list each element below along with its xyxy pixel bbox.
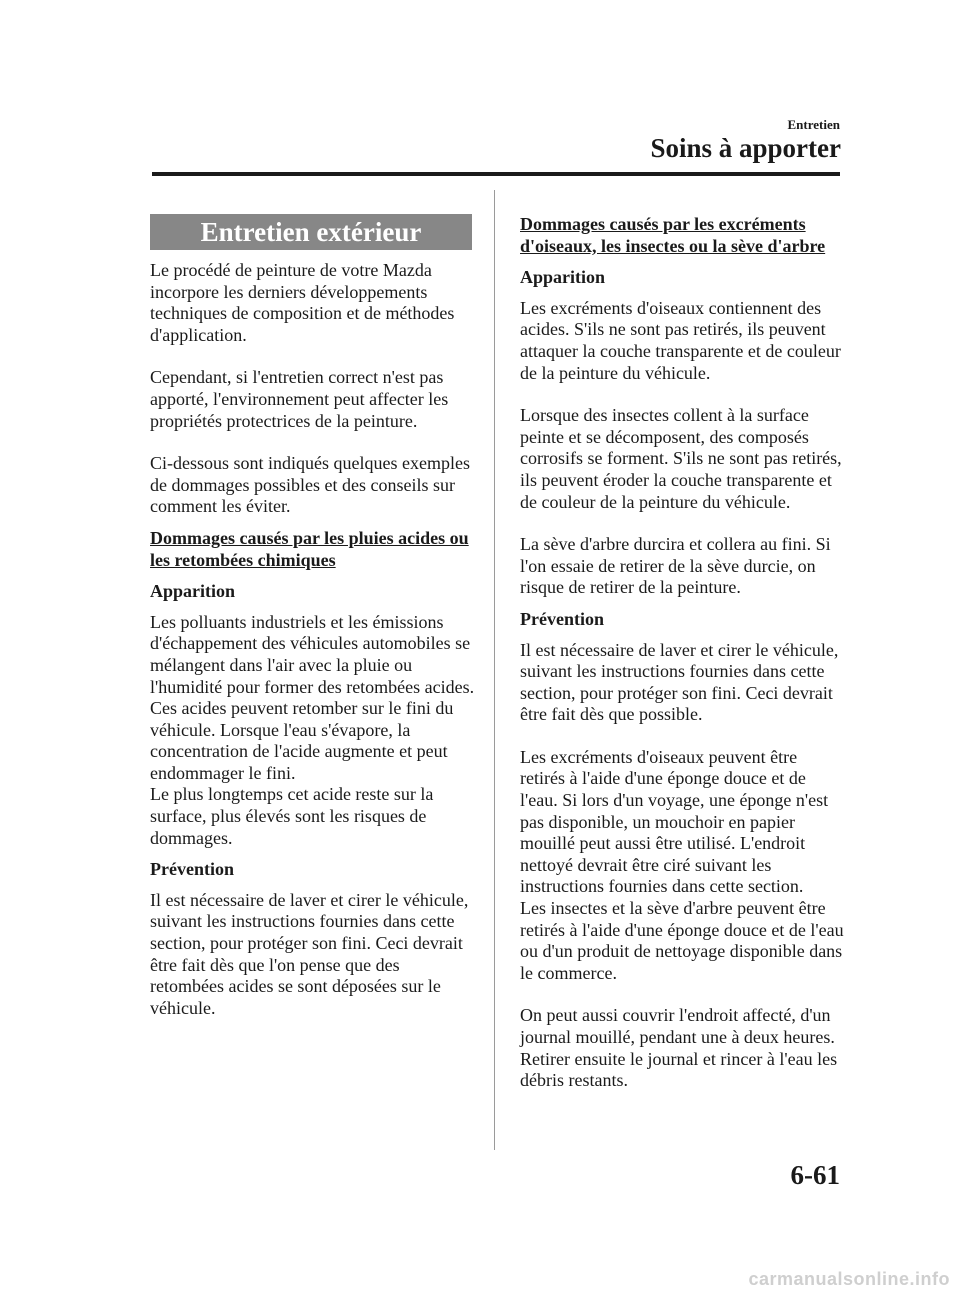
section-title: Soins à apporter bbox=[650, 133, 841, 163]
left-column bbox=[150, 214, 475, 1019]
apparition-paragraph-3: La sève d'arbre durcira et collera au fini. Si l'on essaie de retirer de la sève durcie, on risque de retirer de la peinture. bbox=[520, 534, 831, 598]
intro-paragraph-2: Cependant, si l'entretien correct n'est pas apporté, l'environnement peut affecter les propriétés protectrices de la peinture. bbox=[150, 367, 449, 431]
apparition-heading: Apparition bbox=[520, 267, 606, 288]
prevention-heading: Prévention bbox=[150, 859, 234, 880]
prevention-paragraph-3: On peut aussi couvrir l'endroit affecté, d'un journal mouillé, pendant une à deux heures. Retirer ensuite le journal et rincer à l'eau les débris restants. bbox=[520, 1005, 838, 1091]
prevention-heading: Prévention bbox=[520, 608, 604, 629]
intro-paragraph-3: Ci-dessous sont indiqués quelques exemples de dommages possibles et des conseils sur comment les éviter. bbox=[150, 453, 470, 517]
topic-heading-bird-droppings: Dommages causés par les excréments d'oiseaux, les insectes ou la sève d'arbre bbox=[520, 214, 826, 256]
section-banner: Entretien extérieur bbox=[150, 214, 472, 250]
chapter-label: Entretien bbox=[787, 117, 840, 132]
intro-paragraph-1: Le procédé de peinture de votre Mazda incorpore les derniers développements techniques de composition et de méthodes d'application. bbox=[150, 260, 455, 345]
apparition-paragraph-2: Lorsque des insectes collent à la surface peinte et se décomposent, des composés corrosifs se forment. S'ils ne sont pas retirés, ils peuvent éroder la couche transparente et de couleur de la peinture du véhicule. bbox=[520, 405, 842, 512]
apparition-heading: Apparition bbox=[150, 581, 236, 602]
watermark: carmanualsonline.info bbox=[748, 1269, 950, 1289]
prevention-paragraph-2: Les excréments d'oiseaux peuvent être retirés à l'aide d'une éponge douce et de l'eau. Si lors d'un voyage, une éponge n'est pas disponible, un mouchoir en papier mouillé peut aussi être utilisé. L'endroit nettoyé devrait être ciré suivant les instructions fournies dans cette section. Les insectes et la sève d'arbre peuvent être retirés à l'aide d'une éponge douce et de l'eau ou d'un produit de nettoyage disponible dans le commerce. bbox=[520, 746, 844, 983]
apparition-paragraph-1: Les excréments d'oiseaux contiennent des acides. S'ils ne sont pas retirés, ils peuvent attaquer la couche transparente et de couleur de la peinture du véhicule. bbox=[520, 297, 841, 383]
prevention-paragraph-1: Il est nécessaire de laver et cirer le véhicule, suivant les instructions fournies dans cette section, pour protéger son fini. Ceci devrait être fait dès que possible. bbox=[520, 639, 839, 725]
topic-heading-acid-rain: Dommages causés par les pluies acides ou les retombées chimiques bbox=[150, 527, 469, 570]
prevention-text: Il est nécessaire de laver et cirer le véhicule, suivant les instructions fournies dans cette section, pour protéger son fini. Ceci devrait être fait dès que l'on pense que des retombées acides se sont déposées sur le véhicule. bbox=[150, 889, 469, 1018]
header-rule bbox=[152, 172, 840, 176]
page-number: 6-61 bbox=[790, 1160, 840, 1190]
apparition-text: Les polluants industriels et les émissions d'échappement des véhicules automobiles se mélangent dans l'air avec la pluie ou l'humidité pour former des retombées acides. Ces acides peuvent retomber sur le fini du véhicule. Lorsque l'eau s'évapore, la concentration de l'acide augmente et peut endommager le fini. Le plus longtemps cet acide reste sur la surface, plus élevés sont les risques de dommages. bbox=[150, 611, 475, 848]
column-divider bbox=[494, 190, 495, 1150]
right-column bbox=[520, 214, 845, 1092]
